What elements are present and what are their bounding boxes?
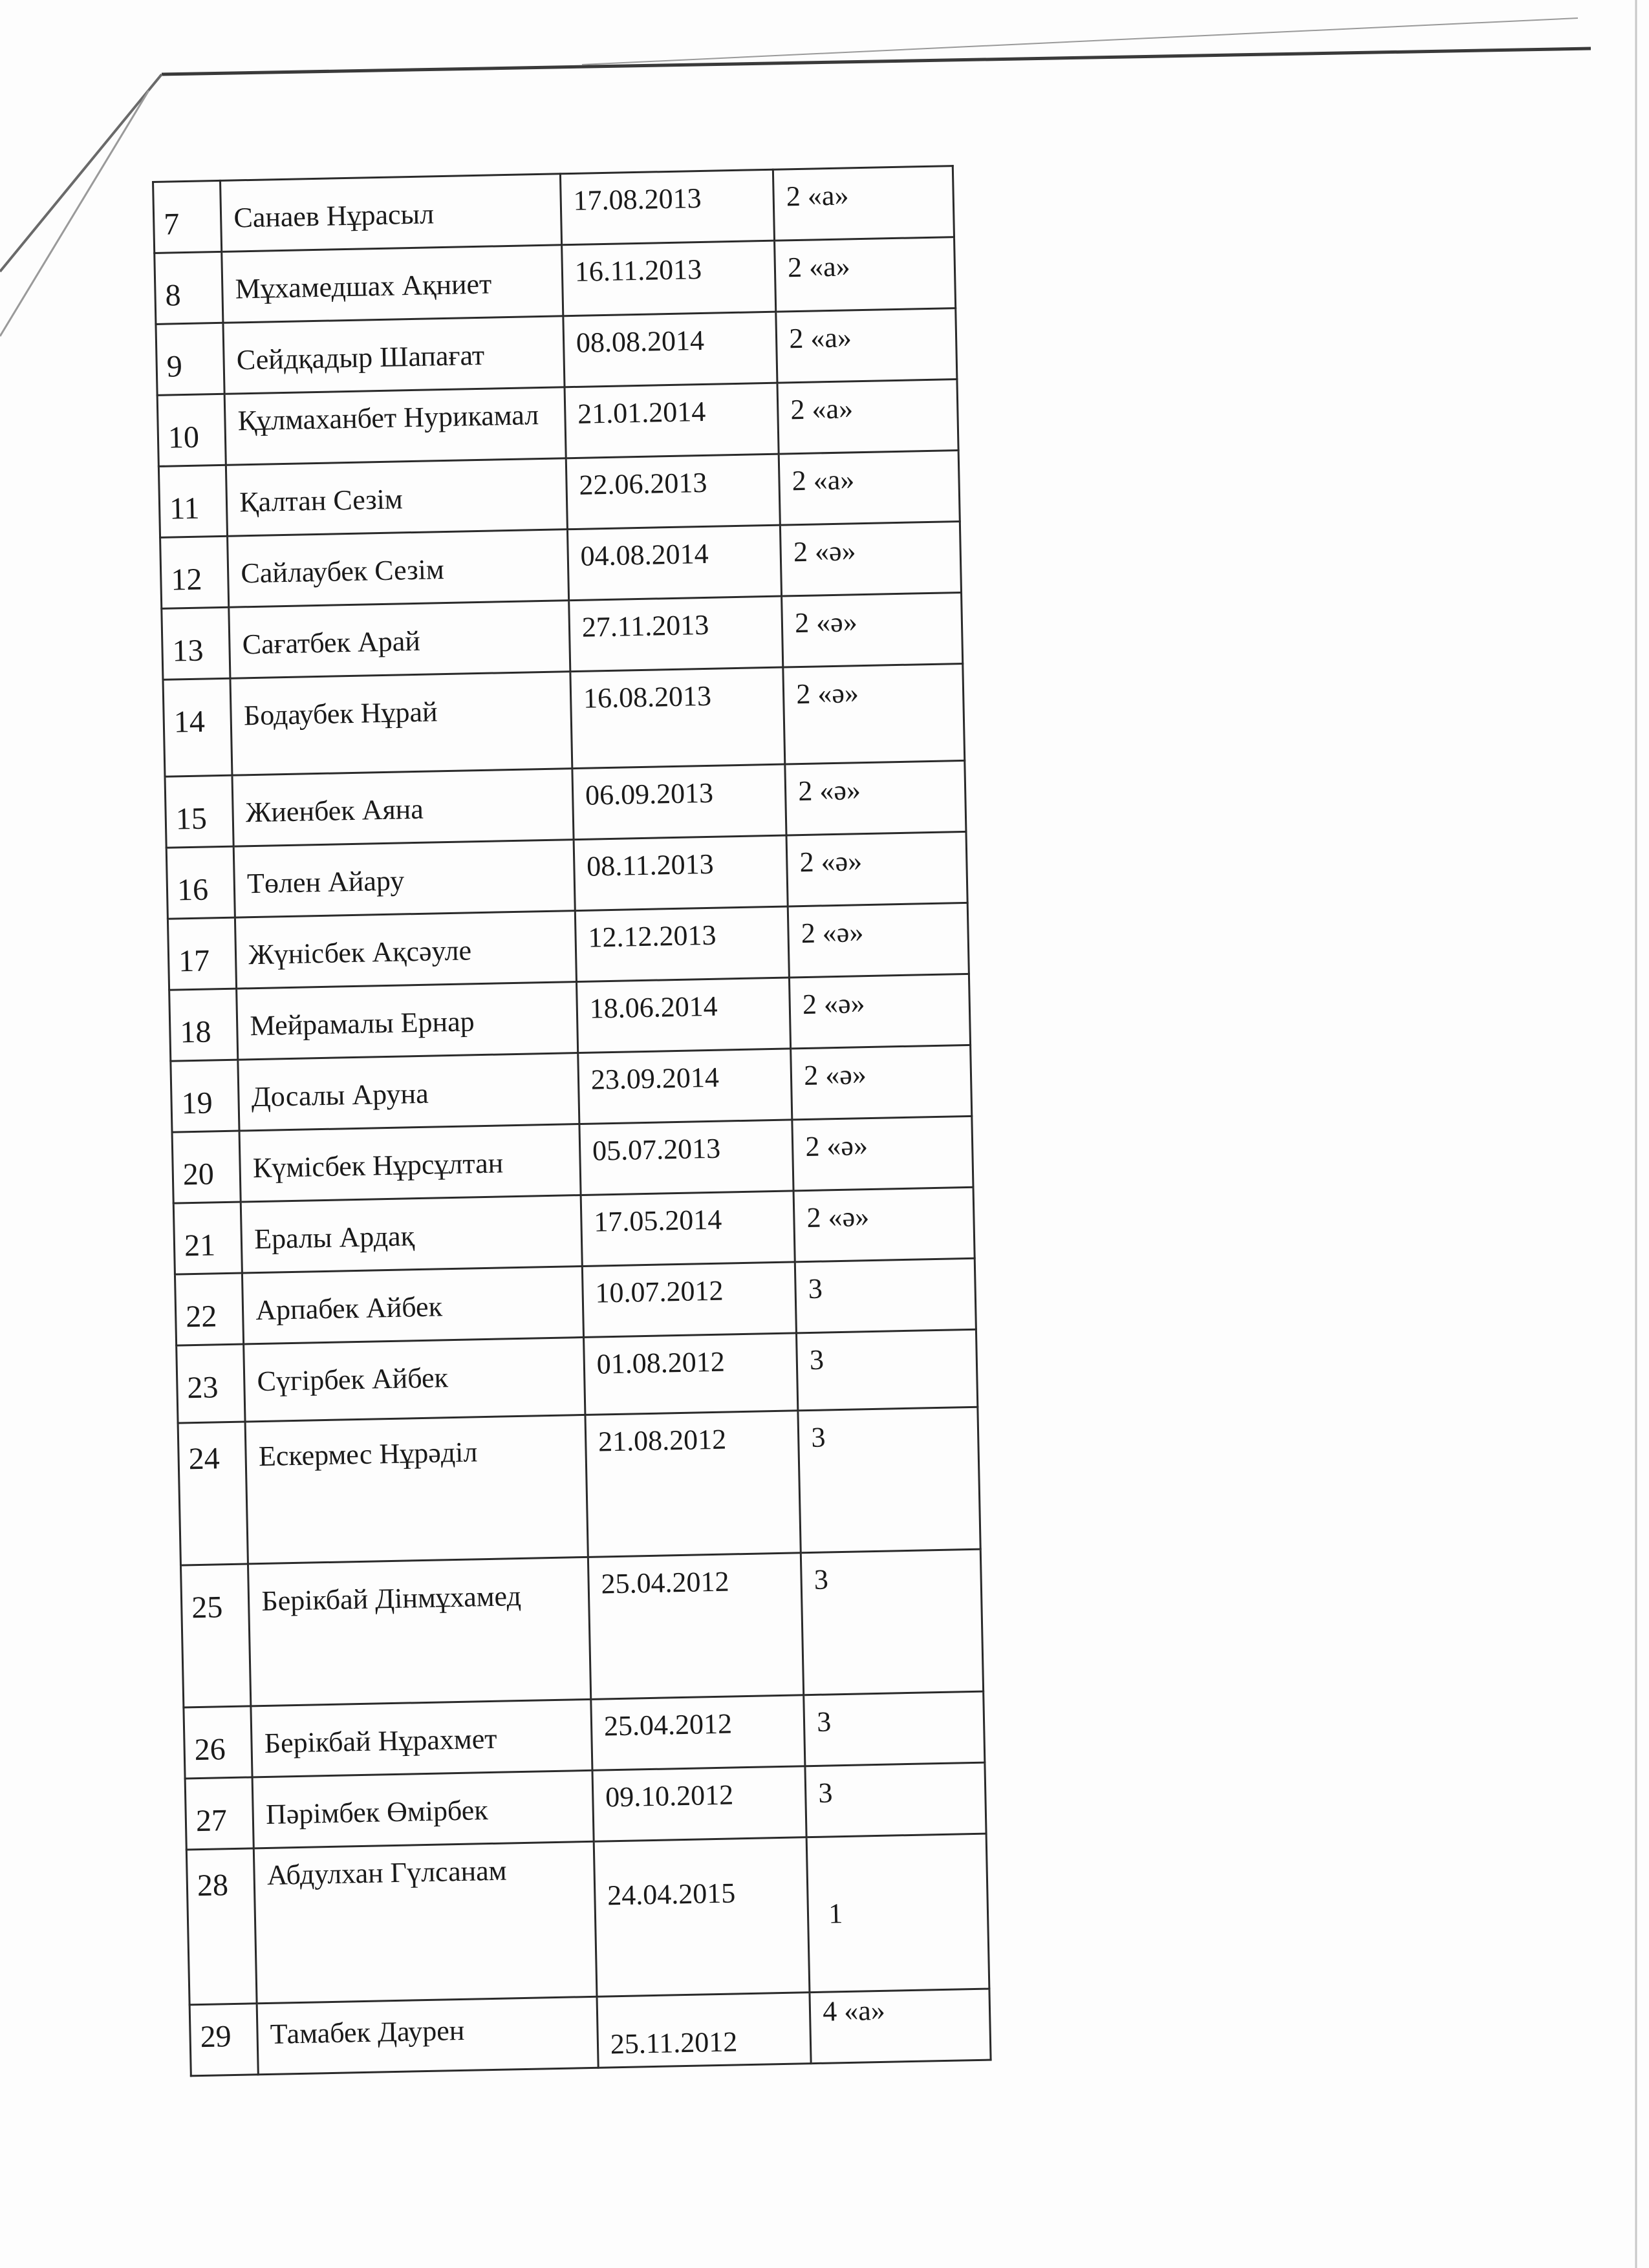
table-row	[189, 1989, 991, 2076]
class-grade: 2 «а»	[777, 380, 958, 455]
class-grade: 2 «а»	[776, 308, 957, 383]
row-number: 29	[189, 2004, 258, 2076]
birth-date: 01.08.2012	[583, 1333, 798, 1415]
birth-date: 05.07.2013	[579, 1120, 794, 1195]
class-grade: 2 «ә»	[788, 903, 969, 978]
class-grade: 2 «ә»	[791, 1045, 972, 1120]
row-number: 7	[153, 180, 222, 253]
student-name: Абдулхан Гүлсанам	[254, 1841, 597, 2003]
student-name: Сағатбек Арай	[229, 601, 570, 679]
student-name: Күмісбек Нұрсұлтан	[239, 1124, 581, 1203]
student-name: Жиенбек Аяна	[232, 769, 574, 847]
student-name: Мұхамедшах Ақниет	[222, 245, 563, 323]
birth-date: 06.09.2013	[572, 764, 787, 840]
class-grade: 2 «а»	[779, 451, 960, 526]
row-number: 19	[171, 1060, 239, 1132]
student-name: Жүнісбек Ақсәуле	[235, 911, 577, 989]
student-name: Санаев Нұрасыл	[221, 174, 562, 252]
student-table	[152, 165, 992, 2077]
student-name: Қалтан Сезім	[226, 458, 568, 537]
class-grade: 1	[806, 1834, 989, 1993]
birth-date: 27.11.2013	[568, 596, 783, 672]
class-grade: 4 «а»	[810, 1989, 991, 2064]
table-row	[163, 663, 965, 776]
class-grade: 3	[798, 1407, 980, 1553]
birth-date: 16.08.2013	[570, 667, 785, 769]
birth-date: 04.08.2014	[567, 525, 782, 601]
row-number: 26	[184, 1706, 252, 1779]
row-number: 18	[169, 989, 238, 1061]
student-table-container	[152, 164, 1070, 2077]
student-name: Бодаубек Нұрай	[230, 672, 572, 776]
birth-date: 17.08.2013	[560, 169, 775, 245]
student-name: Берікбай Нұрахмет	[251, 1699, 592, 1777]
birth-date: 23.09.2014	[578, 1049, 793, 1124]
birth-date: 08.11.2013	[574, 835, 788, 911]
class-grade: 3	[801, 1549, 984, 1695]
row-number: 23	[177, 1344, 246, 1423]
student-name: Арпабек Айбек	[242, 1266, 584, 1344]
table-row	[178, 1407, 980, 1565]
row-number: 10	[157, 394, 226, 466]
class-grade: 2 «ә»	[782, 593, 963, 668]
student-name: Досалы Аруна	[238, 1053, 579, 1131]
class-grade: 2 «ә»	[790, 974, 971, 1049]
birth-date: 24.04.2015	[594, 1837, 810, 1997]
birth-date: 25.11.2012	[597, 1993, 812, 2068]
row-number: 8	[155, 251, 223, 324]
birth-date: 21.01.2014	[565, 383, 779, 458]
class-grade: 2 «а»	[773, 166, 954, 241]
class-grade: 3	[795, 1258, 976, 1333]
student-name: Сүгірбек Айбек	[244, 1337, 585, 1422]
birth-date: 22.06.2013	[566, 454, 781, 530]
class-grade: 2 «ә»	[781, 522, 962, 597]
student-name: Төлен Айару	[233, 840, 575, 918]
row-number: 14	[163, 678, 232, 776]
birth-date: 08.08.2014	[563, 312, 778, 387]
row-number: 25	[180, 1564, 251, 1707]
birth-date: 12.12.2013	[575, 906, 790, 982]
class-grade: 3	[804, 1691, 985, 1766]
birth-date: 25.04.2012	[588, 1553, 804, 1700]
student-name: Мейрамалы Ернар	[237, 982, 578, 1060]
row-number: 15	[165, 775, 233, 848]
student-name: Пәрімбек Өмірбек	[252, 1770, 594, 1848]
row-number: 24	[178, 1422, 248, 1565]
student-name: Құлмаханбет Нурикамал	[224, 387, 566, 465]
birth-date: 17.05.2014	[581, 1191, 795, 1267]
birth-date: 25.04.2012	[591, 1695, 806, 1771]
row-number: 21	[173, 1202, 242, 1274]
birth-date: 18.06.2014	[576, 978, 791, 1053]
class-grade: 2 «а»	[775, 237, 956, 312]
birth-date: 16.11.2013	[561, 241, 776, 316]
birth-date: 21.08.2012	[585, 1411, 801, 1557]
class-grade: 2 «ә»	[785, 760, 966, 835]
row-number: 22	[175, 1273, 243, 1345]
row-number: 11	[158, 465, 227, 537]
table-row	[180, 1549, 983, 1707]
birth-date: 10.07.2012	[582, 1262, 797, 1338]
row-number: 9	[156, 323, 224, 395]
table-row	[186, 1834, 989, 2005]
class-grade: 2 «ә»	[786, 831, 967, 906]
student-name: Тамабек Даурен	[257, 1996, 598, 2075]
student-name: Ералы Ардақ	[241, 1195, 583, 1274]
row-number: 16	[166, 846, 235, 919]
row-number: 27	[185, 1777, 253, 1850]
row-number: 28	[186, 1848, 257, 2005]
class-grade: 2 «ә»	[783, 663, 965, 764]
class-grade: 3	[797, 1329, 978, 1411]
row-number: 17	[167, 917, 236, 990]
birth-date: 09.10.2012	[592, 1766, 807, 1842]
student-name: Сейдқадыр Шапағат	[223, 316, 565, 394]
student-name: Сайлаубек Сезім	[228, 530, 569, 608]
student-name: Ескермес Нұрәділ	[245, 1415, 588, 1564]
student-name: Берікбай Дінмұхамед	[248, 1557, 591, 1706]
class-grade: 2 «ә»	[792, 1116, 973, 1191]
class-grade: 2 «ә»	[793, 1187, 975, 1262]
class-grade: 3	[805, 1762, 986, 1837]
row-number: 12	[160, 536, 229, 608]
row-number: 20	[172, 1131, 241, 1203]
row-number: 13	[162, 607, 230, 679]
